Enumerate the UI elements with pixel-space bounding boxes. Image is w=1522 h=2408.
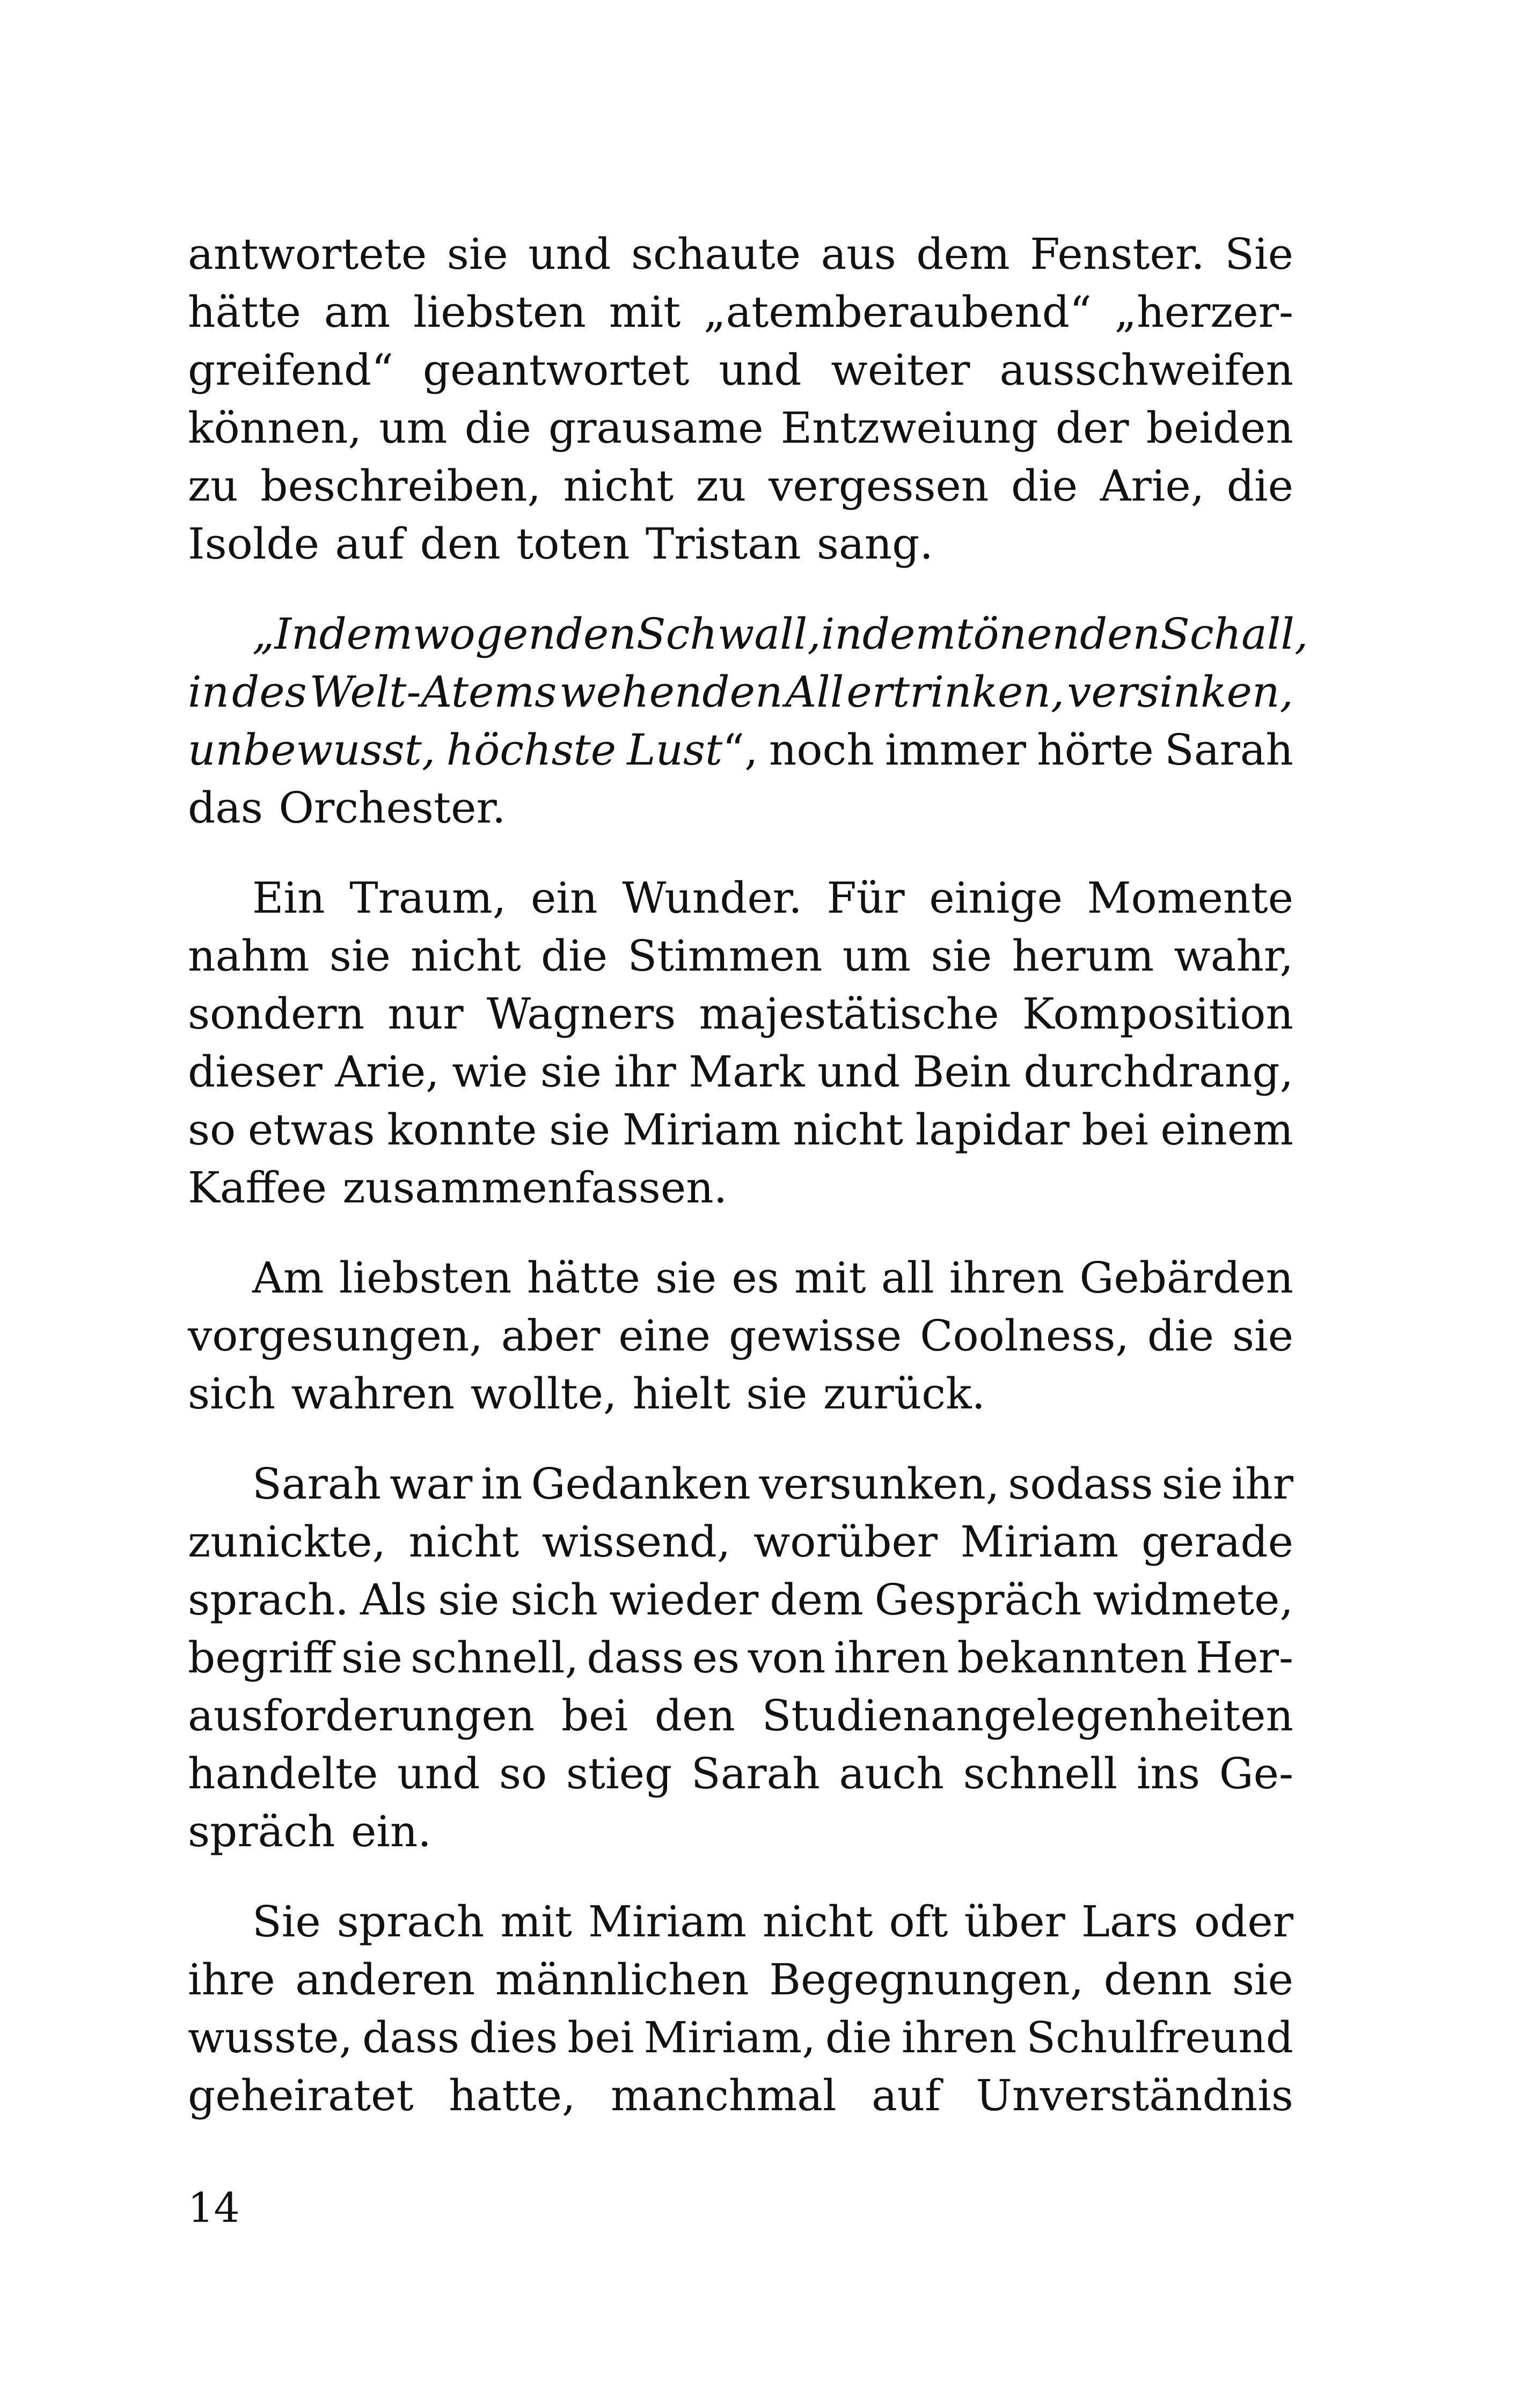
italic-word: dem	[319, 609, 413, 659]
page-number: 14	[188, 2184, 240, 2231]
text-line	[188, 869, 1293, 927]
italic-word: Welt-Atems	[309, 667, 557, 717]
word: ausschweifen	[999, 345, 1293, 395]
word: sie	[438, 1575, 500, 1625]
text-line	[188, 1043, 1293, 1101]
word: nicht	[793, 1105, 903, 1155]
word: manchmal	[610, 2071, 837, 2120]
italic-word: Lust	[627, 725, 723, 775]
word: Ge-	[1219, 1749, 1293, 1798]
word: die	[1011, 461, 1078, 511]
word: Am	[252, 1253, 324, 1303]
word: geantwortet	[422, 345, 690, 395]
word: Sarah	[691, 1749, 820, 1798]
word: Mark	[689, 1047, 805, 1097]
italic-word: ertrinken,	[846, 667, 1065, 717]
word: Begegnungen,	[769, 1955, 1084, 2005]
word: mit	[794, 1253, 866, 1303]
word: Wagners	[486, 989, 676, 1039]
word: wahr,	[1174, 931, 1293, 981]
word: sich	[510, 1575, 598, 1625]
word: um	[842, 931, 911, 981]
word: männlichen	[495, 1955, 749, 2005]
text-line	[188, 399, 1293, 457]
word: nicht	[563, 461, 674, 511]
text-line	[188, 1893, 1293, 1951]
text-segment: Kaffee zusammenfassen.	[188, 1163, 728, 1213]
word: “,	[722, 725, 758, 775]
word: Ein	[252, 873, 325, 923]
word: dass	[362, 2013, 460, 2062]
word: weiter	[831, 345, 970, 395]
text-line	[188, 283, 1293, 341]
word: Her-	[1195, 1633, 1293, 1683]
word: Als	[360, 1575, 427, 1625]
text-line	[188, 1159, 1293, 1217]
book-text	[188, 225, 1308, 2125]
word: grausame	[548, 403, 764, 453]
italic-word: Schall,	[1160, 609, 1308, 659]
word: so	[188, 1105, 236, 1155]
word: nur	[387, 989, 464, 1039]
text-line	[188, 1803, 1293, 1861]
word: versunken,	[759, 1459, 1000, 1509]
word: immer	[885, 725, 1027, 775]
word: Schulfreund	[1026, 2013, 1293, 2062]
italic-word: wogenden	[413, 609, 636, 659]
word: die	[825, 2013, 892, 2062]
word: sie	[1232, 1311, 1293, 1361]
word: der	[1055, 403, 1129, 453]
italic-word: „In	[252, 609, 319, 659]
text-line	[188, 663, 1293, 721]
text-line	[188, 1629, 1293, 1687]
word: schnell	[963, 1749, 1118, 1798]
word: es	[692, 1633, 740, 1683]
italic-word: versinken,	[1067, 667, 1293, 717]
word: sie	[549, 1105, 611, 1155]
text-line	[188, 1951, 1293, 2009]
word: sie	[1161, 1459, 1223, 1509]
word: Arie,	[335, 1047, 440, 1097]
word: ihren	[902, 2013, 1017, 2062]
text-line	[188, 779, 1293, 837]
italic-word: des	[232, 667, 307, 717]
word: so	[499, 1749, 547, 1798]
text-line	[188, 1745, 1293, 1803]
word: antwortete	[188, 229, 427, 279]
word: Miriam,	[643, 2013, 816, 2062]
word: die	[540, 931, 608, 981]
word: sie	[540, 1047, 602, 1097]
word: oft	[889, 1897, 948, 1947]
word: dem	[916, 229, 1010, 279]
word: die	[1226, 461, 1293, 511]
word: oder	[1194, 1897, 1293, 1947]
word: nicht	[762, 1897, 873, 1947]
word: eine	[618, 1311, 711, 1361]
word: ihr	[1231, 1459, 1293, 1509]
word: zu	[696, 461, 747, 511]
italic-word: wehenden	[559, 667, 783, 717]
word: die	[464, 403, 531, 453]
word: Komposition	[1022, 989, 1293, 1039]
text-line	[188, 1455, 1293, 1513]
word: vergessen	[769, 461, 989, 511]
word: die	[1147, 1311, 1214, 1361]
word: auf	[872, 2071, 941, 2120]
word: noch	[769, 725, 874, 775]
word: greifend“	[188, 345, 393, 395]
word: hätte	[188, 287, 301, 337]
word: Studienangelegenheiten	[762, 1691, 1293, 1741]
word: sie	[329, 931, 391, 981]
italic-word: höchste	[446, 725, 617, 775]
word: liebsten	[413, 287, 586, 337]
italic-word: tönenden	[956, 609, 1161, 659]
word: wissend,	[542, 1517, 731, 1567]
word: und	[719, 345, 802, 395]
word: Unverständnis	[976, 2071, 1293, 2120]
word: liebsten	[339, 1253, 512, 1303]
word: Miriam	[960, 1517, 1119, 1567]
text-line	[188, 341, 1293, 399]
word: ein	[531, 873, 598, 923]
word: widmete,	[1093, 1575, 1293, 1625]
word: bei	[567, 2013, 634, 2062]
word: und	[528, 229, 611, 279]
word: sie	[447, 229, 508, 279]
word: dass	[587, 1633, 684, 1683]
word: konnte	[387, 1105, 537, 1155]
text-line	[188, 1249, 1293, 1307]
word	[627, 721, 758, 779]
word: vorgesungen,	[188, 1311, 483, 1361]
word: hatte,	[449, 2071, 576, 2120]
word: Momente	[1087, 873, 1293, 923]
word: sprach	[336, 1897, 485, 1947]
word: beschreiben,	[260, 461, 541, 511]
text-line	[188, 2067, 1293, 2125]
word: Gedanken	[531, 1459, 751, 1509]
word: hätte	[526, 1253, 640, 1303]
word: und	[397, 1749, 480, 1798]
word: Sarah	[1164, 725, 1293, 775]
word: ihren	[833, 1633, 949, 1683]
word: aber	[501, 1311, 601, 1361]
word: einige	[929, 873, 1063, 923]
word: sie	[1232, 1955, 1293, 2005]
word: schaute	[631, 229, 801, 279]
word: Miriam	[622, 1105, 781, 1155]
word: ins	[1136, 1749, 1201, 1798]
text-line	[188, 605, 1308, 663]
word: all	[881, 1253, 934, 1303]
word: Sarah	[252, 1459, 381, 1509]
word: hörte	[1037, 725, 1154, 775]
word: nicht	[411, 931, 521, 981]
word: gewisse	[729, 1311, 902, 1361]
word: Fenster.	[1030, 229, 1205, 279]
word: es	[731, 1253, 779, 1303]
text-line	[188, 515, 1293, 573]
paragraph	[188, 1893, 1293, 2125]
text-line	[188, 927, 1293, 985]
word: lapidar	[915, 1105, 1070, 1155]
word: schnell,	[411, 1633, 579, 1683]
text-segment: das Orchester.	[188, 783, 506, 833]
word: einem	[1160, 1105, 1293, 1155]
word: Sie	[1225, 229, 1293, 279]
text-line	[188, 985, 1293, 1043]
word: majestätische	[699, 989, 999, 1039]
word: am	[324, 287, 391, 337]
word: stieg	[566, 1749, 672, 1798]
text-line	[188, 1571, 1293, 1629]
paragraph	[188, 869, 1293, 1217]
word: sie	[655, 1253, 717, 1303]
word: denn	[1103, 1955, 1212, 2005]
text-line	[188, 1687, 1293, 1745]
word: Für	[826, 873, 905, 923]
text-line	[188, 721, 1293, 779]
word: dem	[770, 1575, 864, 1625]
word: sie	[341, 1633, 403, 1683]
word: Wunder.	[622, 873, 802, 923]
text-line	[188, 2009, 1293, 2067]
word: in	[481, 1459, 523, 1509]
word: mit	[500, 1897, 572, 1947]
word: Entzweiung	[780, 403, 1038, 453]
text-line	[188, 225, 1293, 283]
text-line	[188, 457, 1293, 515]
text-segment: Isolde auf den toten Tristan sang.	[188, 519, 933, 569]
word: sprach.	[188, 1575, 349, 1625]
word: auch	[839, 1749, 945, 1798]
text-line	[188, 1365, 1293, 1423]
word: und	[817, 1047, 901, 1097]
word: Miriam	[588, 1897, 747, 1947]
word: sie	[931, 931, 992, 981]
word: Arie,	[1100, 461, 1205, 511]
italic-word: Schwall,	[636, 609, 821, 659]
italic-word: dem	[862, 609, 956, 659]
word: sodass	[1008, 1459, 1153, 1509]
italic-word: in	[188, 667, 230, 717]
word: bei	[561, 1691, 628, 1741]
word: Gebärden	[1079, 1253, 1293, 1303]
word: den	[654, 1691, 735, 1741]
word: Coolness,	[920, 1311, 1129, 1361]
italic-word: All	[785, 667, 844, 717]
word: Sie	[252, 1897, 321, 1947]
word: Traum,	[349, 873, 507, 923]
word: nicht	[408, 1517, 519, 1567]
word: ihren	[949, 1253, 1065, 1303]
word: aus	[821, 229, 896, 279]
word: wusste,	[188, 2013, 353, 2062]
word: um	[379, 403, 448, 453]
word: ihr	[614, 1047, 676, 1097]
text-line	[188, 1101, 1293, 1159]
text-line	[188, 1307, 1293, 1365]
word: nahm	[188, 931, 310, 981]
word: herum	[1012, 931, 1154, 981]
word: begriff	[188, 1633, 333, 1683]
italic-word: unbewusst,	[188, 725, 436, 775]
word: „herzer-	[1114, 287, 1293, 337]
paragraph	[188, 1249, 1293, 1423]
word: geheiratet	[188, 2071, 414, 2120]
word: von	[748, 1633, 826, 1683]
word: anderen	[295, 1955, 475, 2005]
word: „atemberaubend“	[704, 287, 1092, 337]
word: worüber	[753, 1517, 938, 1567]
word: etwas	[247, 1105, 375, 1155]
word: dies	[469, 2013, 558, 2062]
word: mit	[609, 287, 681, 337]
text-segment: spräch ein.	[188, 1807, 431, 1856]
italic-word: in	[821, 609, 862, 659]
word: durchdrang,	[1023, 1047, 1293, 1097]
word: Bein	[912, 1047, 1011, 1097]
word: wie	[452, 1047, 528, 1097]
word: handelte	[188, 1749, 378, 1798]
word: dieser	[188, 1047, 323, 1097]
word: wieder	[609, 1575, 759, 1625]
word: sondern	[188, 989, 365, 1039]
text-segment: sich wahren wollte, hielt sie zurück.	[188, 1369, 985, 1419]
word: war	[390, 1459, 473, 1509]
paragraph	[188, 1455, 1293, 1861]
paragraph	[188, 225, 1293, 573]
text-line	[188, 1513, 1293, 1571]
word: über	[964, 1897, 1065, 1947]
word: bei	[1081, 1105, 1148, 1155]
word: können,	[188, 403, 362, 453]
word: ihre	[188, 1955, 275, 2005]
word: ausforderungen	[188, 1691, 535, 1741]
word: Stimmen	[627, 931, 823, 981]
word: bekannten	[957, 1633, 1188, 1683]
word: Gespräch	[874, 1575, 1082, 1625]
word: zunickte,	[188, 1517, 386, 1567]
word: Lars	[1081, 1897, 1178, 1947]
word: zu	[188, 461, 238, 511]
paragraph	[188, 605, 1308, 837]
word: gerade	[1141, 1517, 1293, 1567]
word: beiden	[1146, 403, 1293, 453]
